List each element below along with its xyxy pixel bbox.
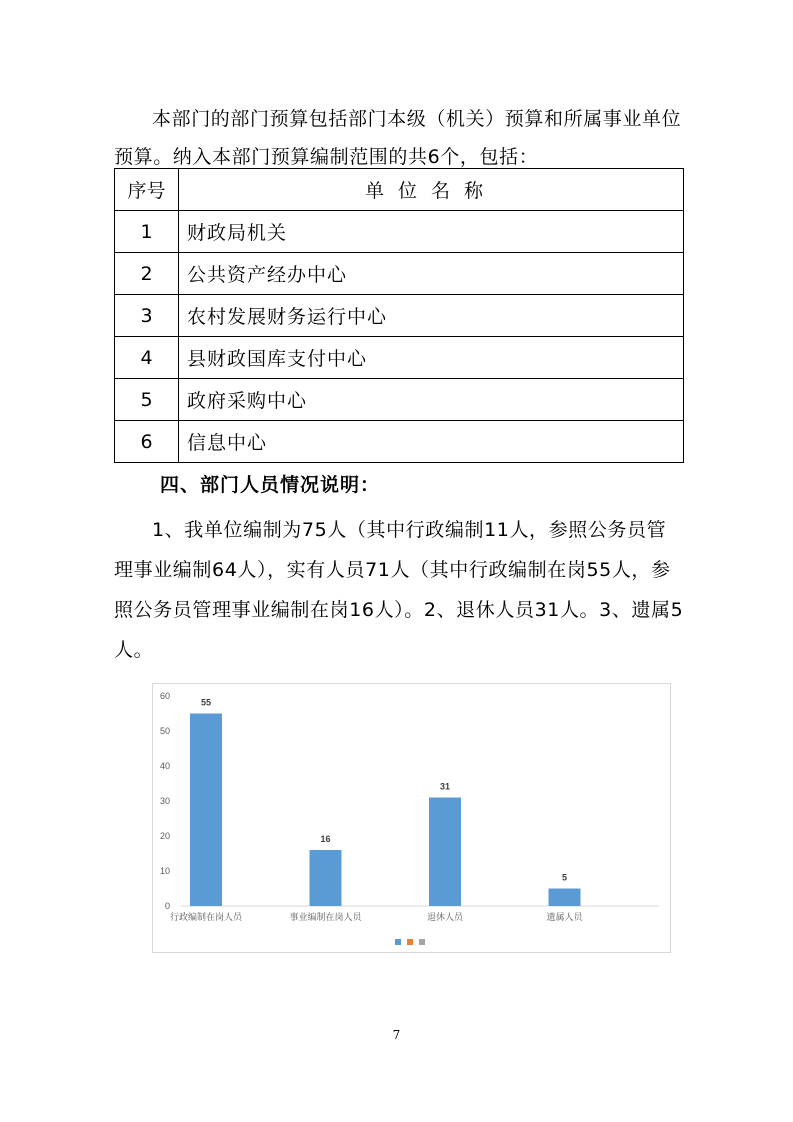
header-no: 序号 bbox=[115, 169, 179, 211]
y-tick-label: 20 bbox=[159, 831, 170, 841]
row-no: 6 bbox=[115, 421, 179, 463]
table-row bbox=[115, 253, 684, 295]
row-name: 政府采购中心 bbox=[179, 379, 684, 421]
data-label: 31 bbox=[439, 781, 451, 792]
row-no: 5 bbox=[115, 379, 179, 421]
y-tick-label: 30 bbox=[159, 796, 170, 806]
chart-svg bbox=[153, 684, 672, 954]
x-tick-label: 行政编制在岗人员 bbox=[169, 913, 243, 923]
table-header-row bbox=[115, 169, 684, 211]
y-tick-label: 10 bbox=[159, 866, 170, 876]
page-number: 7 bbox=[392, 1028, 401, 1042]
row-name: 财政局机关 bbox=[179, 211, 684, 253]
row-name: 公共资产经办中心 bbox=[179, 253, 684, 295]
y-tick-label: 50 bbox=[159, 726, 170, 736]
bar bbox=[310, 850, 342, 906]
row-name: 信息中心 bbox=[179, 421, 684, 463]
staff-paragraph: 1、我单位编制为75人（其中行政编制11人，参照公务员管理事业编制64人），实有人员71人（其中行政编制在岗55人，参照公务员管理事业编制在岗16人）。2、退休人员31人。3、遗属5人。 bbox=[114, 519, 684, 661]
table-row bbox=[115, 337, 684, 379]
row-name: 县财政国库支付中心 bbox=[179, 337, 684, 379]
data-label: 5 bbox=[561, 872, 568, 883]
bar bbox=[429, 798, 461, 907]
y-tick-label: 60 bbox=[159, 691, 170, 701]
table-row bbox=[115, 421, 684, 463]
row-no: 1 bbox=[115, 211, 179, 253]
legend-swatch bbox=[419, 939, 425, 945]
row-name: 农村发展财务运行中心 bbox=[179, 295, 684, 337]
row-no: 3 bbox=[115, 295, 179, 337]
row-no: 2 bbox=[115, 253, 179, 295]
table-row bbox=[115, 211, 684, 253]
intro-paragraph: 本部门的部门预算包括部门本级（机关）预算和所属事业单位预算。纳入本部门预算编制范围的共6个，包括： bbox=[114, 108, 682, 168]
y-tick-label: 40 bbox=[159, 761, 170, 771]
section-heading: 四、部门人员情况说明： bbox=[160, 474, 381, 496]
data-label: 16 bbox=[320, 834, 331, 844]
x-tick-label: 遗属人员 bbox=[546, 913, 583, 923]
x-tick-label: 事业编制在岗人员 bbox=[289, 913, 362, 923]
row-no: 4 bbox=[115, 337, 179, 379]
staff-bar-chart bbox=[152, 683, 671, 953]
y-tick-label: 0 bbox=[164, 901, 170, 911]
legend-swatch bbox=[407, 939, 413, 945]
data-label: 55 bbox=[200, 697, 212, 708]
x-tick-label: 退休人员 bbox=[426, 913, 464, 923]
units-table bbox=[114, 168, 684, 463]
table-row bbox=[115, 379, 684, 421]
bar bbox=[190, 714, 222, 907]
legend-swatch bbox=[395, 939, 401, 945]
table-row bbox=[115, 295, 684, 337]
bar bbox=[549, 889, 581, 907]
header-name: 单位名称 bbox=[179, 169, 684, 211]
